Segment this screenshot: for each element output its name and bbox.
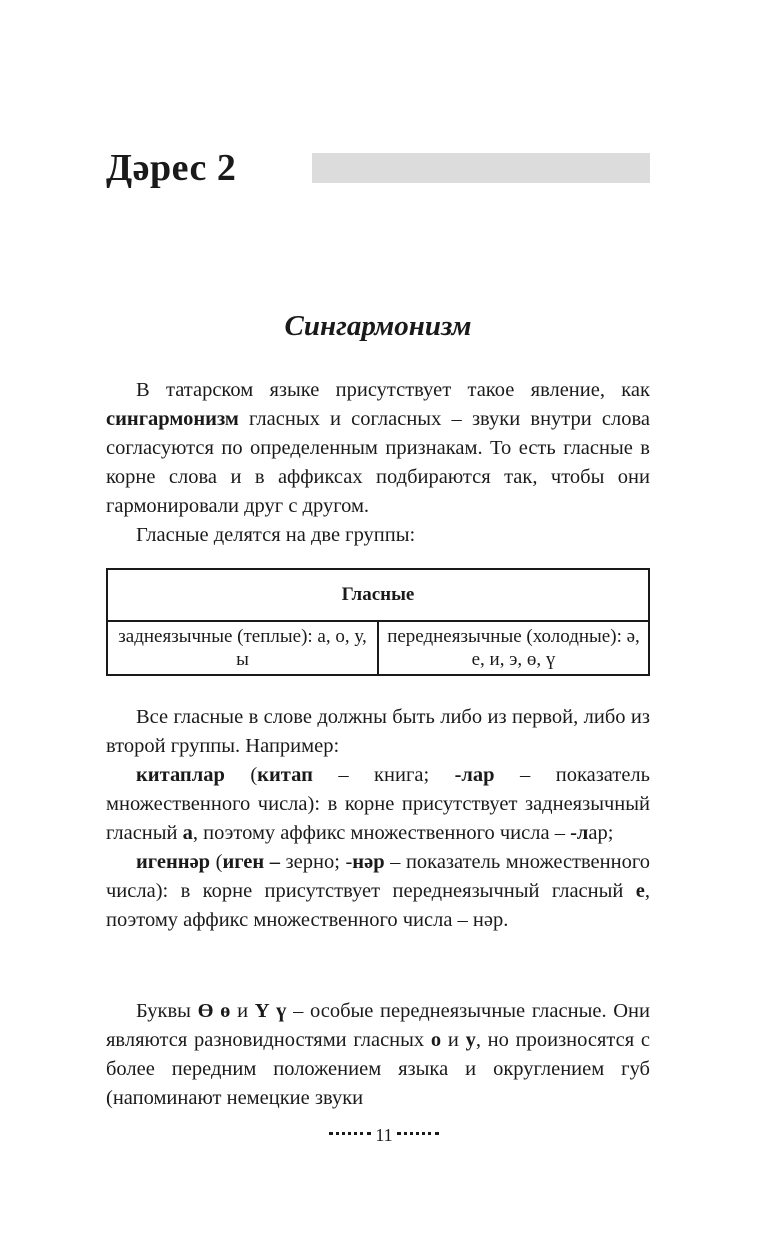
text-run: – книга; <box>312 764 455 786</box>
section-title: Сингармонизм <box>284 310 472 342</box>
letter-bold: Ү ү <box>254 1000 287 1022</box>
groups-intro-paragraph: Гласные делятся на две группы: <box>136 524 416 546</box>
text-run: ( <box>210 851 223 873</box>
text-run: Буквы <box>136 1000 198 1022</box>
table-header-cell: Гласные <box>107 569 649 621</box>
text-run: – показатель множественного числа): в корне присутствует заднеязычный гласный <box>106 764 651 844</box>
examples-text <box>106 703 650 935</box>
header-decorative-bar <box>312 153 650 183</box>
example-word: -лар <box>454 764 495 786</box>
example-paragraph-2 <box>106 848 650 935</box>
lesson-header <box>106 146 650 190</box>
letter-bold: Ө ө <box>197 1000 231 1022</box>
intro-text <box>106 376 650 550</box>
page-number-footer <box>0 1124 768 1146</box>
vowels-table <box>106 568 650 676</box>
text-run: ар; <box>588 822 614 844</box>
term-bold: сингармонизм <box>106 408 239 430</box>
intro-paragraph <box>106 376 650 521</box>
letters-text <box>106 997 650 1113</box>
example-word: нәр <box>352 851 385 873</box>
text-run: зерно; - <box>280 851 353 873</box>
text-run: – показатель множественного числа): в корне присутствует переднеязычный гласный <box>106 851 650 902</box>
table-row <box>107 621 649 675</box>
back-vowels-cell: заднеязычные (теплые): а, о, у, ы <box>107 621 378 675</box>
front-vowels-cell: переднеязычные (холодные): ә, е, и, э, ө, ү <box>378 621 649 675</box>
text-run: , поэтому аффикс множественного числа – <box>192 822 571 844</box>
letters-paragraph <box>106 997 650 1113</box>
text-run: , поэтому аффикс множественного числа – нәр. <box>106 880 650 931</box>
example-paragraph-1 <box>106 761 650 848</box>
example-word: иген – <box>222 851 281 873</box>
letter-bold: о <box>430 1029 442 1051</box>
example-word: игеннәр <box>136 851 211 873</box>
example-word: -л <box>570 822 589 844</box>
example-word: китаплар <box>136 764 225 786</box>
dotted-divider-left <box>329 1132 371 1135</box>
letter-bold: у <box>465 1029 476 1051</box>
text-run: гласных и согласных – звуки внутри слова согласуются по определенным признакам. То есть гласные в корне слова и в аффиксах подбираются так, чтобы они гармонировали друг с другом. <box>106 408 650 517</box>
text-run: В татарском языке присутствует такое явление, как <box>136 379 650 401</box>
text-run: и <box>230 1000 255 1022</box>
text-run: и <box>441 1029 466 1051</box>
example-word: е <box>635 880 645 902</box>
table-header-row <box>107 569 649 621</box>
text-run: , но произносятся с более передним положением языка и округлением губ (напоминают немецкие звуки <box>106 1029 650 1109</box>
lesson-title: Дәрес 2 <box>106 147 237 189</box>
text-run: – особые переднеязычные гласные. Они являются разновидностями гласных <box>106 1000 650 1051</box>
example-word: китап <box>257 764 313 786</box>
example-word: а <box>182 822 193 844</box>
rule-paragraph: Все гласные в слове должны быть либо из первой, либо из второй группы. Например: <box>106 706 650 757</box>
dotted-divider-right <box>397 1132 439 1135</box>
page-number: 11 <box>375 1125 393 1145</box>
text-run: ( <box>224 764 258 786</box>
